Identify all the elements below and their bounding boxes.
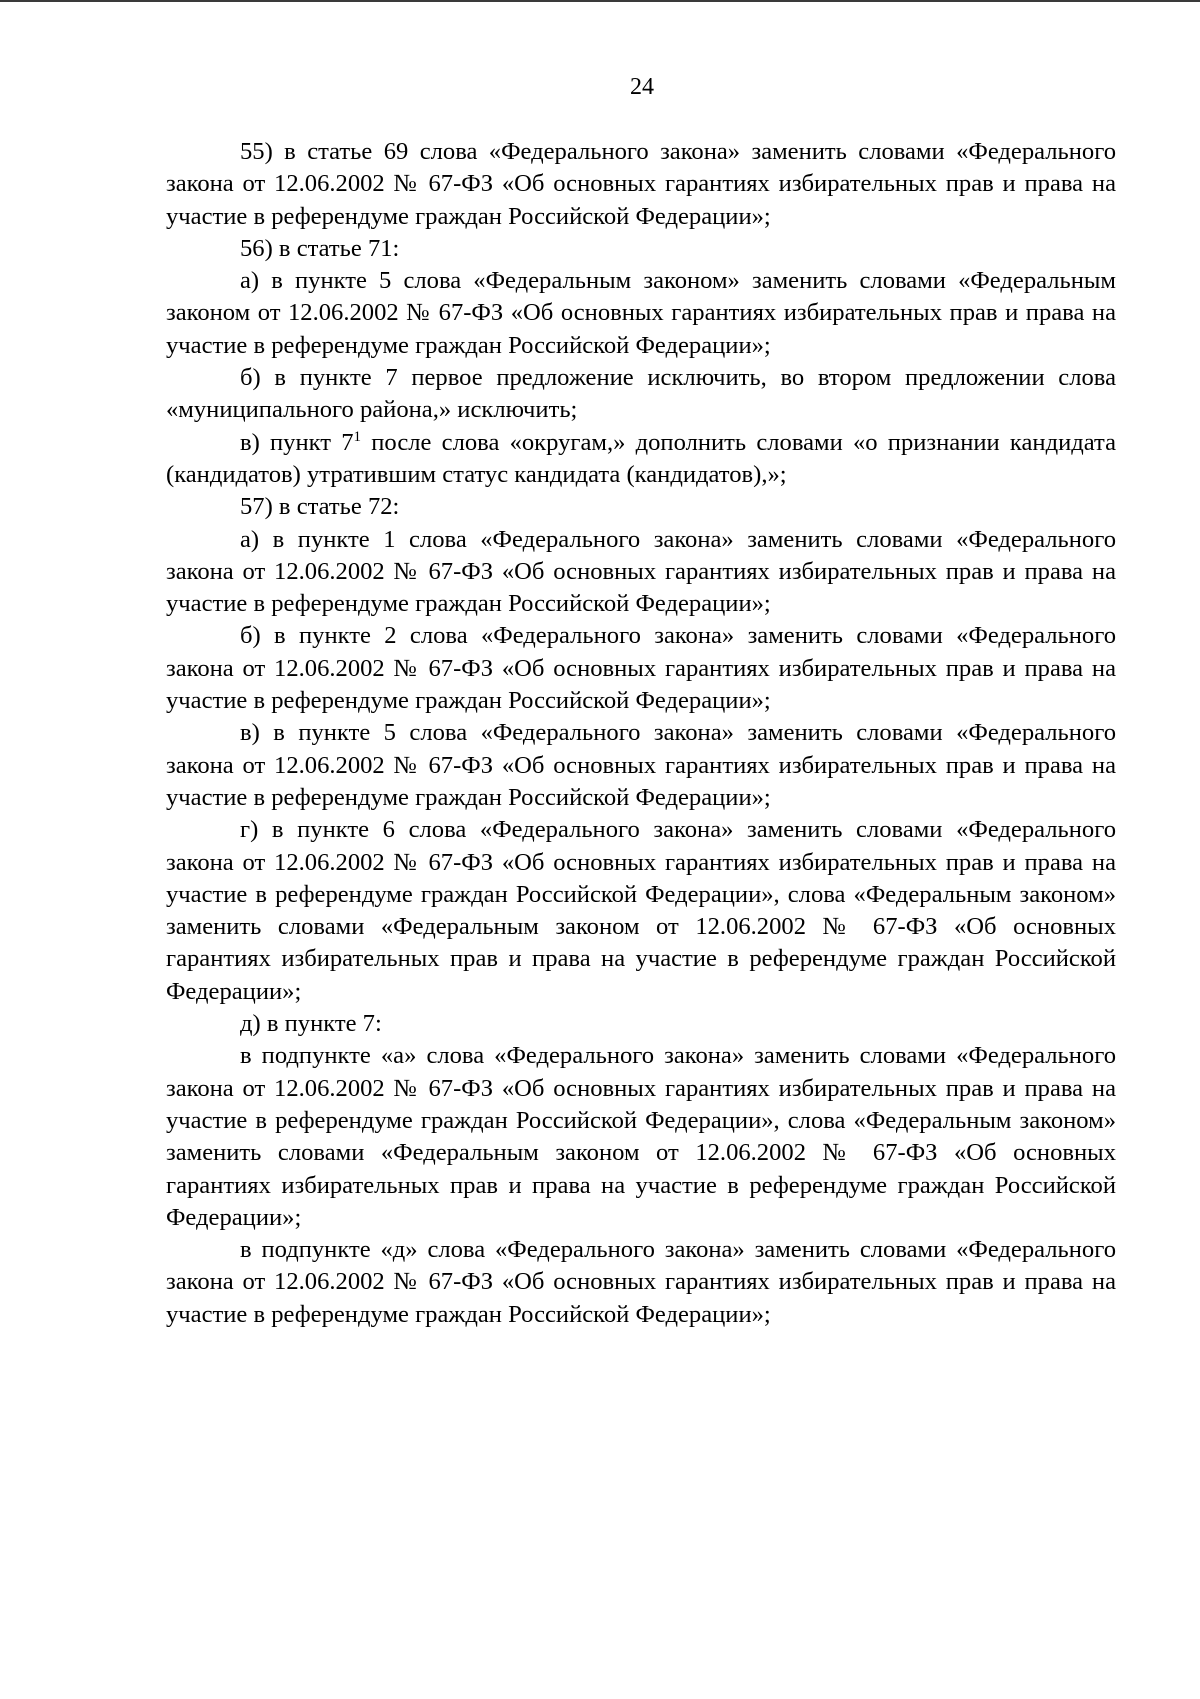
paragraph-item-55: 55) в статье 69 слова «Федерального закона» заменить словами «Федерального закона от 12.06.2002 № 67-ФЗ «Об основных гарантиях избирательных прав и права на участие в референдуме граждан Российской Федерации»; xyxy=(166,138,1116,230)
paragraph-subitem-d: в подпункте «д» слова «Федерального закона» заменить словами «Федерального закона от 12.06.2002 № 67-ФЗ «Об основных гарантиях избирательных прав и права на участие в референдуме граждан Российской Федерации»; xyxy=(166,1236,1116,1328)
paragraph-item-57-heading: 57) в статье 72: xyxy=(240,493,400,521)
paragraph-item-57-d-heading: д) в пункте 7: xyxy=(240,1010,382,1038)
item-56-v-superscript: 1 xyxy=(353,428,362,445)
paragraph-item-57-a: а) в пункте 1 слова «Федерального закона» заменить словами «Федерального закона от 12.06.2002 № 67-ФЗ «Об основных гарантиях избирательных прав и права на участие в референдуме граждан Российской Федерации»; xyxy=(166,525,1116,618)
paragraph-item-56-heading: 56) в статье 71: xyxy=(240,234,400,262)
paragraph-item-57-v: в) в пункте 5 слова «Федерального закона» заменить словами «Федерального закона от 12.06.2002 № 67-ФЗ «Об основных гарантиях избирательных прав и права на участие в референдуме граждан Российской Федерации»; xyxy=(166,719,1116,811)
paragraph-item-56-b: б) в пункте 7 первое предложение исключить, во втором предложении слова «муниципального района,» исключить; xyxy=(166,364,1116,424)
paragraph-subitem-a: в подпункте «а» слова «Федерального закона» заменить словами «Федерального закона от 12.06.2002 № 67-ФЗ «Об основных гарантиях избирательных прав и права на участие в референдуме граждан Российской Федерации», слова «Федеральным законом» заменить словами «Федеральным законом от 12.06.2002 № 67-ФЗ «Об основных гарантиях избирательных прав и права на участие в референдуме граждан Российской Федерации»; xyxy=(166,1042,1116,1231)
item-56-v-text-end: после слова «округам,» дополнить словами «о признании кандидата (кандидатов) утратившим статус кандидата (кандидатов),»; xyxy=(166,428,1117,488)
page-number: 24 xyxy=(630,74,654,100)
item-56-v-text-start: в) пункт 7 xyxy=(240,428,354,456)
paragraph-item-56-v xyxy=(166,427,1116,492)
paragraph-item-56-a: а) в пункте 5 слова «Федеральным законом» заменить словами «Федеральным законом от 12.06.2002 № 67-ФЗ «Об основных гарантиях избирательных прав и права на участие в референдуме граждан Российской Федерации»; xyxy=(166,267,1116,359)
paragraph-item-57-b: б) в пункте 2 слова «Федерального закона» заменить словами «Федерального закона от 12.06.2002 № 67-ФЗ «Об основных гарантиях избирательных прав и права на участие в референдуме граждан Российской Федерации»; xyxy=(166,622,1116,715)
document-body xyxy=(166,136,1116,1331)
paragraph-item-57-g: г) в пункте 6 слова «Федерального закона» заменить словами «Федерального закона от 12.06.2002 № 67-ФЗ «Об основных гарантиях избирательных прав и права на участие в референдуме граждан Российской Федерации», слова «Федеральным законом» заменить словами «Федеральным законом от 12.06.2002 № 67-ФЗ «Об основных гарантиях избирательных прав и права на участие в референдуме граждан Российской Федерации»; xyxy=(166,816,1116,1005)
scan-edge-line xyxy=(0,0,1200,2)
